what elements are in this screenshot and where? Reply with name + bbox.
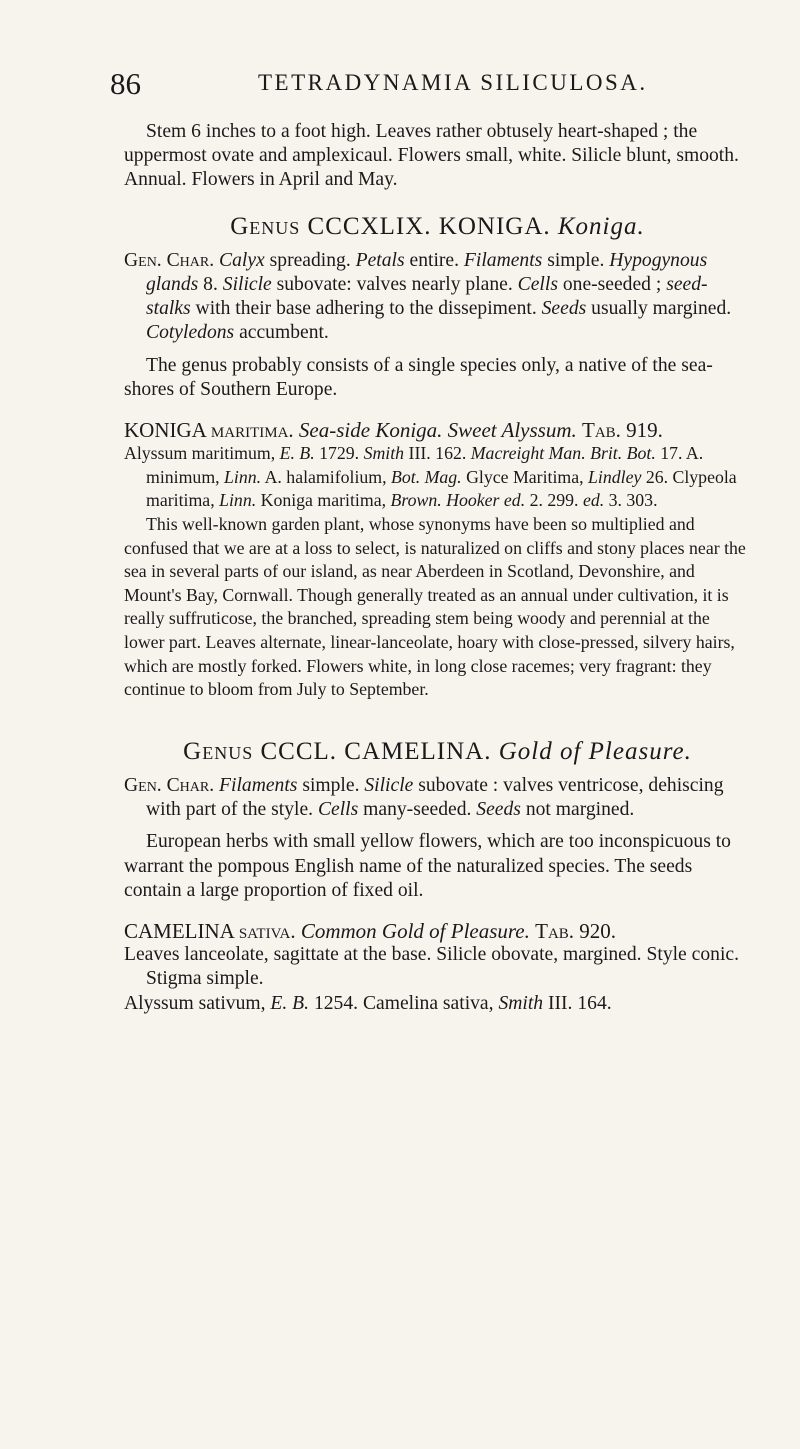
genus-note-camelina: European herbs with small yellow flowers, which are too inconspicuous to warrant the pompous English name of the naturalized species. The seeds contain a large proportion of fixed oil.	[124, 831, 731, 901]
genus-label: Genus	[183, 737, 254, 765]
genus-name: CCCXLIX. KONIGA.	[307, 212, 551, 240]
diagnosis-camelina-sativa: Leaves lanceolate, sagittate at the base. Silicle obovate, margined. Style conic. Stigma simple.	[124, 944, 739, 990]
generic-character-camelina: Gen. Char. Filaments simple. Silicle subovate : valves ventricose, dehiscing with part of the style. Cells many-seeded. Seeds not margined.	[124, 774, 724, 821]
species-heading-koniga-maritima: KONIGA maritima. Sea-side Koniga. Sweet Alyssum. Tab. 919.	[124, 418, 663, 443]
genus-heading-camelina	[124, 737, 751, 765]
genus-heading-koniga	[124, 212, 751, 240]
page-body	[124, 120, 751, 1016]
genus-english-name: Koniga.	[557, 212, 645, 240]
synonymy-camelina-sativa: Alyssum sativum, E. B. 1254. Camelina sativa, Smith III. 164.	[124, 992, 612, 1014]
plate-reference: Tab. 920.	[535, 918, 617, 943]
genus-english-name: Gold of Pleasure.	[498, 737, 692, 765]
page-header	[110, 66, 740, 106]
generic-character-koniga: Gen. Char. Calyx spreading. Petals entire. Filaments simple. Hypogynous glands 8. Silicle subovate: valves nearly plane. Cells one-seeded ; seed-stalks with their base adhering to the dissepiment. Seeds usually margined. Cotyledons accumbent.	[124, 249, 732, 344]
genus-name: CCCL. CAMELINA.	[260, 737, 492, 765]
gen-char-label: Gen. Char.	[124, 249, 215, 271]
intro-paragraph: Stem 6 inches to a foot high. Leaves rather obtusely heart-shaped ; the uppermost ovate and amplexicaul. Flowers small, white. Silicle blunt, smooth. Annual. Flowers in April and May.	[124, 121, 739, 191]
gen-char-label: Gen. Char.	[124, 774, 215, 796]
plate-reference: Tab. 919.	[582, 418, 663, 443]
genus-note-koniga: The genus probably consists of a single species only, a native of the sea-shores of Southern Europe.	[124, 354, 713, 400]
page-number: 86	[110, 66, 141, 101]
synonymy-koniga-maritima: Alyssum maritimum, E. B. 1729. Smith III. 162. Macreight Man. Brit. Bot. 17. A. minimum, Linn. A. halamifolium, Bot. Mag. Glyce Maritima, Lindley 26. Clypeola maritima, Linn. Koniga maritima, Brown. Hooker ed. 2. 299. ed. 3. 303.	[124, 443, 737, 511]
running-title: TETRADYNAMIA SILICULOSA.	[258, 70, 648, 95]
species-heading-camelina-sativa: CAMELINA sativa. Common Gold of Pleasure. Tab. 920.	[124, 918, 617, 943]
genus-label: Genus	[230, 212, 301, 240]
description-koniga-maritima: This well-known garden plant, whose synonyms have been so multiplied and confused that we are at a loss to select, is naturalized on cliffs and stony places near the sea in several parts of our island, as near Aberdeen in Scotland, Devonshire, and Mount's Bay, Cornwall. Though generally treated as an annual under cultivation, it is really suffruticose, the branched, spreading stem being woody and perennial at the lower part. Leaves alternate, linear-lanceolate, hoary with close-pressed, silvery hairs, which are mostly forked. Flowers white, in long close racemes; very fragrant: they continue to bloom from July to September.	[124, 514, 746, 700]
